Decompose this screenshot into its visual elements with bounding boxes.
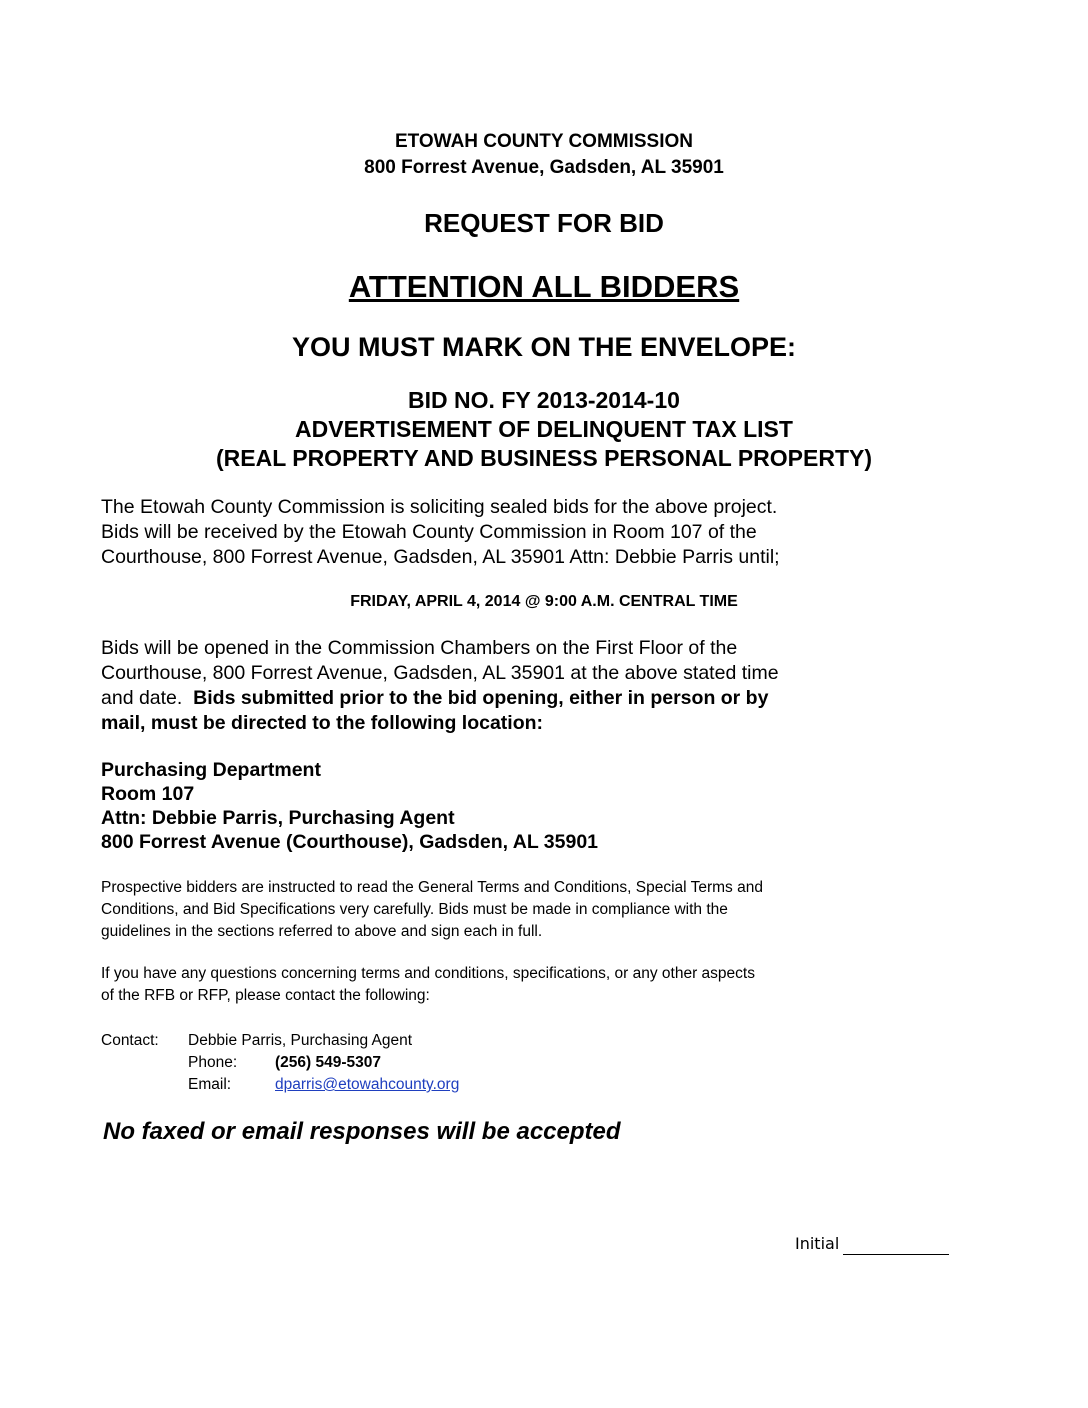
intro-line: Bids will be received by the Etowah County Commission in Room 107 of the: [101, 521, 757, 543]
bid-deadline: FRIDAY, APRIL 4, 2014 @ 9:00 A.M. CENTRAL TIME: [350, 593, 738, 610]
questions-line: If you have any questions concerning terms and conditions, specifications, or any other aspects: [101, 965, 755, 982]
initial-label: Initial: [795, 1234, 840, 1253]
org-address: 800 Forrest Avenue, Gadsden, AL 35901: [364, 157, 724, 178]
intro-line: Courthouse, 800 Forrest Avenue, Gadsden, AL 35901 Attn: Debbie Parris until;: [101, 546, 780, 568]
delivery-address: [101, 758, 598, 854]
instructions-line: Conditions, and Bid Specifications very carefully. Bids must be made in compliance with the: [101, 901, 728, 918]
instructions-paragraph: [101, 877, 901, 943]
document-type: REQUEST FOR BID: [424, 208, 664, 238]
attention-heading: ATTENTION ALL BIDDERS: [348, 269, 740, 304]
questions-line: of the RFB or RFP, please contact the following:: [101, 987, 430, 1004]
intro-paragraph: [101, 495, 901, 570]
initial-field: [795, 1233, 949, 1255]
phone-number: (256) 549-5307: [275, 1054, 381, 1071]
questions-paragraph: [101, 963, 901, 1007]
phone-label: Phone:: [188, 1054, 238, 1071]
bid-number: BID NO. FY 2013-2014-10: [408, 387, 680, 413]
opening-paragraph: [101, 636, 901, 736]
intro-line: The Etowah County Commission is soliciting sealed bids for the above project.: [101, 496, 778, 518]
opening-line: Courthouse, 800 Forrest Avenue, Gadsden, AL 35901 at the above stated time: [101, 662, 779, 684]
email-link[interactable]: dparris@etowahcounty.org: [275, 1076, 460, 1093]
instructions-line: guidelines in the sections referred to above and sign each in full.: [101, 923, 543, 940]
no-fax-notice: No faxed or email responses will be accepted: [103, 1118, 621, 1145]
opening-line: Bids will be opened in the Commission Chambers on the First Floor of the: [101, 637, 738, 659]
address-room: Room 107: [101, 783, 195, 805]
initial-line[interactable]: [843, 1238, 949, 1255]
address-dept: Purchasing Department: [101, 759, 321, 781]
email-label: Email:: [188, 1076, 232, 1093]
bid-title: ADVERTISEMENT OF DELINQUENT TAX LIST: [295, 416, 793, 442]
contact-label: Contact:: [101, 1032, 159, 1049]
opening-emphasis: Bids submitted prior to the bid opening, either in person or by: [193, 687, 769, 709]
org-name: ETOWAH COUNTY COMMISSION: [394, 131, 694, 152]
instructions-line: Prospective bidders are instructed to read the General Terms and Conditions, Special Terms and: [101, 879, 763, 896]
envelope-notice: YOU MUST MARK ON THE ENVELOPE:: [291, 332, 797, 362]
address-attn: Attn: Debbie Parris, Purchasing Agent: [101, 807, 455, 829]
contact-name: Debbie Parris, Purchasing Agent: [188, 1032, 413, 1049]
opening-line: [101, 686, 901, 711]
opening-emphasis: mail, must be directed to the following location:: [101, 712, 544, 734]
opening-text: and date.: [101, 687, 194, 709]
bid-subtitle: (REAL PROPERTY AND BUSINESS PERSONAL PROPERTY): [215, 445, 873, 471]
address-street: 800 Forrest Avenue (Courthouse), Gadsden, AL 35901: [101, 831, 599, 853]
